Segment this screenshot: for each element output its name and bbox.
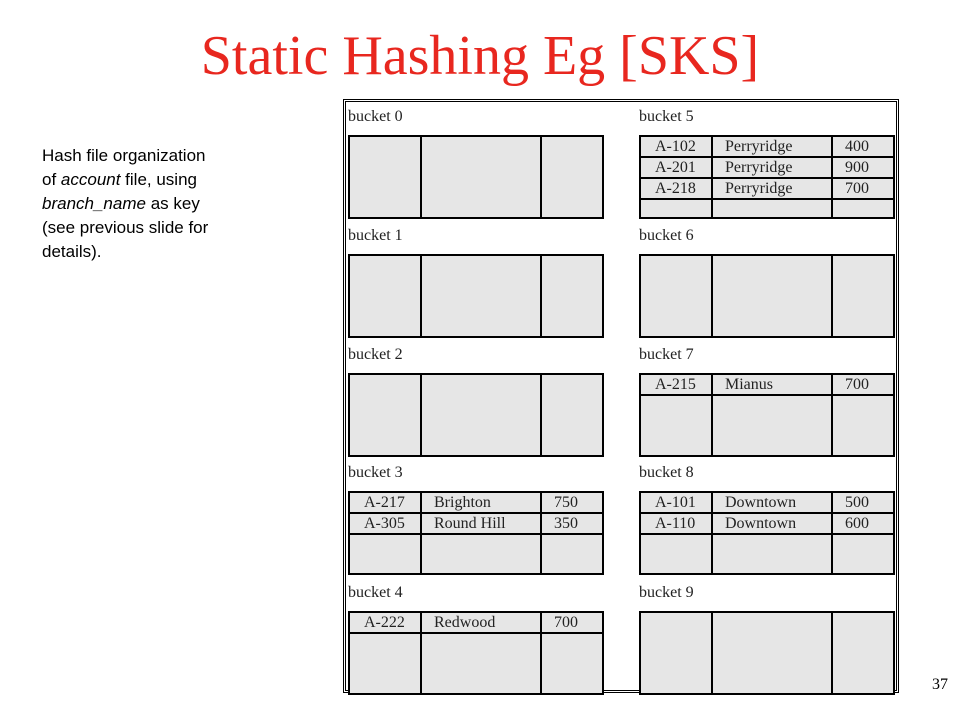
bucket-label: bucket 5 [639, 108, 694, 125]
bucket-5 [639, 108, 895, 220]
description-fragment: as key [145, 194, 200, 213]
column-divider [420, 256, 422, 336]
column-divider [831, 375, 833, 455]
bucket-box [348, 254, 604, 338]
record-account: A-102 [655, 138, 696, 155]
bucket-8 [639, 464, 895, 576]
record-balance: 750 [554, 494, 578, 511]
column-divider [420, 375, 422, 455]
record-branch: Downtown [725, 515, 797, 532]
bucket-7 [639, 346, 895, 458]
row-divider [641, 177, 893, 179]
bucket-label: bucket 8 [639, 464, 694, 481]
row-divider [641, 156, 893, 158]
bucket-box [348, 135, 604, 219]
record-account: A-201 [655, 159, 696, 176]
bucket-box [348, 373, 604, 457]
bucket-label: bucket 2 [348, 346, 403, 363]
bucket-label: bucket 3 [348, 464, 403, 481]
record-balance: 700 [554, 614, 578, 631]
bucket-label: bucket 6 [639, 227, 694, 244]
record-balance: 900 [845, 159, 869, 176]
bucket-4 [348, 584, 604, 696]
column-divider [831, 613, 833, 693]
record-branch: Perryridge [725, 138, 793, 155]
branch-name-emphasis: branch_name [42, 194, 146, 213]
record-account: A-218 [655, 180, 696, 197]
record-balance: 700 [845, 376, 869, 393]
account-emphasis: account [60, 170, 121, 189]
column-divider [540, 613, 542, 693]
bucket-label: bucket 7 [639, 346, 694, 363]
record-balance: 350 [554, 515, 578, 532]
bucket-label: bucket 9 [639, 584, 694, 601]
row-divider [350, 533, 602, 535]
bucket-1 [348, 227, 604, 339]
row-divider [350, 632, 602, 634]
bucket-box [639, 611, 895, 695]
description-line [42, 192, 292, 216]
slide-title: Static Hashing Eg [SKS] [200, 25, 760, 87]
record-branch: Round Hill [434, 515, 506, 532]
record-balance: 400 [845, 138, 869, 155]
record-balance: 700 [845, 180, 869, 197]
bucket-9 [639, 584, 895, 696]
column-divider [420, 137, 422, 217]
hash-buckets-figure [343, 99, 899, 693]
record-branch: Redwood [434, 614, 496, 631]
bucket-label: bucket 1 [348, 227, 403, 244]
record-account: A-217 [364, 494, 405, 511]
bucket-label: bucket 4 [348, 584, 403, 601]
bucket-box [639, 254, 895, 338]
record-branch: Downtown [725, 494, 797, 511]
bucket-3 [348, 464, 604, 576]
column-divider [711, 256, 713, 336]
description-line: (see previous slide for [42, 218, 209, 237]
record-account: A-222 [364, 614, 405, 631]
column-divider [540, 256, 542, 336]
bucket-6 [639, 227, 895, 339]
row-divider [641, 198, 893, 200]
record-account: A-101 [655, 494, 696, 511]
bucket-2 [348, 346, 604, 458]
record-branch: Perryridge [725, 159, 793, 176]
column-divider [831, 256, 833, 336]
bucket-0 [348, 108, 604, 220]
row-divider [641, 394, 893, 396]
bucket-box [639, 373, 895, 457]
row-divider [350, 512, 602, 514]
bucket-label: bucket 0 [348, 108, 403, 125]
column-divider [420, 613, 422, 693]
description-line: Hash file organization [42, 146, 206, 165]
column-divider [711, 613, 713, 693]
bucket-box [348, 611, 604, 695]
record-account: A-215 [655, 376, 696, 393]
slide-number: 37 [932, 676, 948, 693]
record-balance: 600 [845, 515, 869, 532]
description-line: details). [42, 242, 102, 261]
record-account: A-305 [364, 515, 405, 532]
bucket-box [348, 491, 604, 575]
column-divider [711, 375, 713, 455]
description-fragment: of [42, 170, 61, 189]
record-branch: Mianus [725, 376, 773, 393]
row-divider [641, 533, 893, 535]
row-divider [641, 512, 893, 514]
record-branch: Perryridge [725, 180, 793, 197]
record-branch: Brighton [434, 494, 491, 511]
bucket-box [639, 135, 895, 219]
description-text [42, 144, 292, 264]
description-line [42, 168, 292, 192]
column-divider [540, 137, 542, 217]
record-account: A-110 [655, 515, 696, 532]
column-divider [540, 375, 542, 455]
bucket-box [639, 491, 895, 575]
description-fragment: file, using [120, 170, 197, 189]
record-balance: 500 [845, 494, 869, 511]
